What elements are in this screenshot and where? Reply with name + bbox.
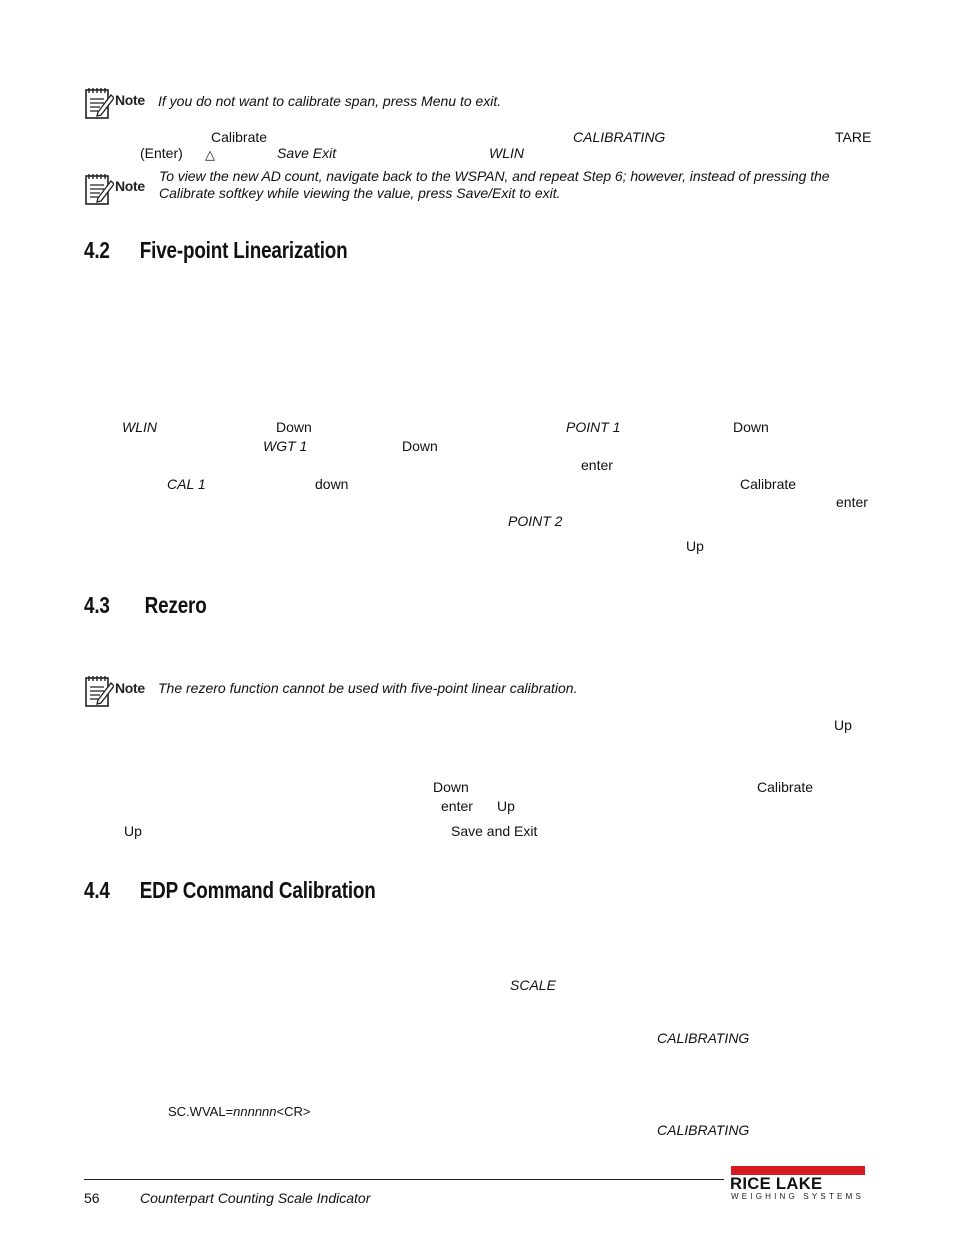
- up-key: Up: [834, 717, 852, 733]
- section-number: 4.3: [84, 592, 110, 618]
- document-title: Counterpart Counting Scale Indicator: [140, 1190, 371, 1206]
- note-text-line-1: To view the new AD count, navigate back to the WSPAN, and repeat Step 6; however, instead of pressing the: [159, 168, 830, 184]
- save-exit-softkey: Save Exit: [277, 145, 337, 161]
- calibrating-display: CALIBRATING: [657, 1030, 750, 1046]
- section-heading-4-2: [84, 237, 347, 264]
- calibrate-softkey: Calibrate: [757, 779, 814, 795]
- enter-key: enter: [441, 798, 473, 814]
- up-key: Up: [686, 538, 704, 554]
- footer-rule: [84, 1179, 724, 1180]
- tare-key: TARE: [835, 129, 872, 145]
- enter-key: enter: [836, 494, 868, 510]
- down-key: Down: [433, 779, 469, 795]
- wlin-parameter: WLIN: [489, 145, 524, 161]
- logo-tagline: WEIGHING SYSTEMS: [731, 1192, 864, 1201]
- section-title: EDP Command Calibration: [139, 877, 376, 903]
- page-number: 56: [84, 1190, 100, 1206]
- note-label: Note: [115, 680, 145, 696]
- section-title: Rezero: [144, 592, 207, 618]
- section-title: Five-point Linearization: [139, 237, 348, 263]
- edp-command: [168, 1103, 311, 1120]
- down-key: Down: [733, 419, 769, 435]
- down-key: Down: [276, 419, 312, 435]
- wgt-1-parameter: WGT 1: [263, 438, 308, 454]
- enter-key: (Enter): [140, 145, 183, 161]
- logo-wordmark: RICE LAKE: [730, 1174, 823, 1193]
- section-heading-4-3: [84, 592, 207, 619]
- point-2-parameter: POINT 2: [508, 513, 563, 529]
- note-label: Note: [115, 92, 145, 108]
- cal-1-parameter: CAL 1: [167, 476, 206, 492]
- command-suffix: <CR>: [276, 1104, 311, 1119]
- up-triangle-icon: △: [205, 147, 215, 162]
- down-key: Down: [402, 438, 438, 454]
- up-key: Up: [497, 798, 515, 814]
- save-and-exit-softkey: Save and Exit: [451, 823, 538, 839]
- calibrate-softkey: Calibrate: [211, 129, 268, 145]
- down-key: down: [315, 476, 349, 492]
- section-heading-4-4: [84, 877, 376, 904]
- command-value: nnnnnn: [233, 1104, 277, 1119]
- calibrating-display: CALIBRATING: [573, 129, 666, 145]
- enter-key: enter: [581, 457, 613, 473]
- calibrate-softkey: Calibrate: [740, 476, 797, 492]
- note-pad-icon: [84, 86, 114, 120]
- note-pad-icon: [84, 674, 114, 708]
- command-prefix: SC.WVAL=: [168, 1104, 234, 1119]
- note-text: The rezero function cannot be used with five-point linear calibration.: [158, 680, 578, 696]
- note-text-line-2: Calibrate softkey while viewing the value, press Save/Exit to exit.: [159, 185, 561, 201]
- section-number: 4.4: [84, 877, 110, 903]
- section-number: 4.2: [84, 237, 110, 263]
- wlin-parameter: WLIN: [122, 419, 157, 435]
- note-label: Note: [115, 178, 145, 194]
- note-text: If you do not want to calibrate span, press Menu to exit.: [158, 93, 502, 109]
- point-1-parameter: POINT 1: [566, 419, 621, 435]
- up-key: Up: [124, 823, 142, 839]
- note-pad-icon: [84, 172, 114, 206]
- scale-menu: SCALE: [510, 977, 556, 993]
- calibrating-display: CALIBRATING: [657, 1122, 750, 1138]
